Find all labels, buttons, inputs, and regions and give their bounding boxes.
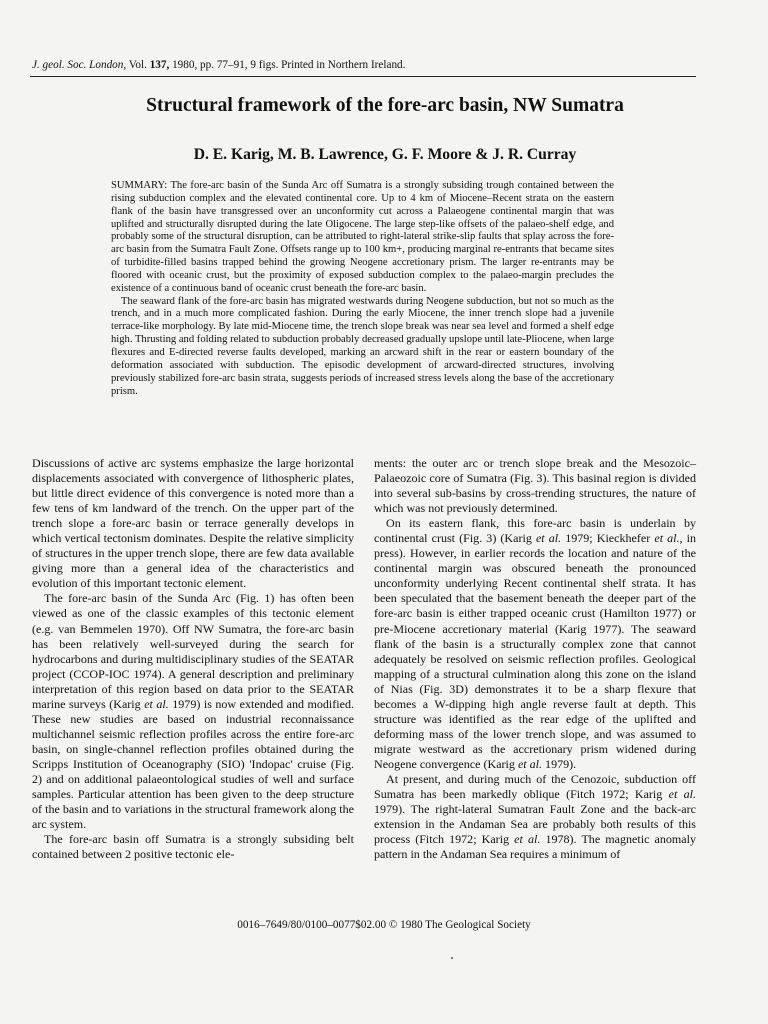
body-paragraph — [374, 772, 696, 862]
copyright-footer: 0016–7649/80/0100–0077$02.00 © 1980 The Geological Society — [237, 919, 531, 931]
abstract — [111, 180, 614, 398]
text-run: , in press). However, in earlier records the location and nature of the continental margin was obscured beneath the pronounced unconformity underlying Recent continental shelf strata. It has been speculated that the basement beneath the deeper part of the fore-arc basin is either trapped oceanic crust (Hamilton 1977) or pre-Miocene accretionary material (Karig 1977). The seaward flank of the basin is a structurally complex zone that cannot adequately be resolved on seismic reflection profiles. Geological mapping of a structural culmination along this zone on the island of Nias (Fig. 3D) demonstrates it to be a sharp flexure that becomes a W-dipping high angle reverse fault at depth. This structure was identified as the rear edge of the uplifted and deforming mass of the lower trench slope, and was assumed to migrate westward as the accretionary prism widened during Neogene convergence (Karig — [374, 531, 696, 771]
citation-etal: et al. — [535, 531, 562, 546]
text-run: The fore-arc basin of the Sunda Arc (Fig. 1) has often been viewed as one of the classic examples of this tectonic element (e.g. van Bemmelen 1970). Off NW Sumatra, the fore-arc basin has been relatively well-surveyed during the search for hydrocarbons and during multidisciplinary studies of the SEATAR project (CCOP-IOC 1974). A general description and preliminary interpretation of this region based on data prior to the SEATAR marine surveys (Karig — [32, 591, 354, 711]
body-column-left — [32, 456, 354, 862]
abstract-paragraph-2: The seaward flank of the fore-arc basin has migrated westwards during Neogene subduction, but not so much as the trench, and in a much more complicated fashion. During the early Miocene, the inner trench slope had a juvenile terrace-like morphology. By late mid-Miocene time, the trench slope break was near sea level and formed a shelf edge high. Thrusting and folding related to subduction probably decreased gradually upslope until late-Pliocene, when large flexures and E-directed reverse faults developed, marking an arcward shift in the rear or eastern boundary of the deformation associated with subduction. The episodic development of arcward-directed structures, involving previously stabilized fore-arc basin strata, suggests periods of increased stress levels along the base of the accretionary prism. — [111, 295, 614, 397]
text-run: 1979). The right-lateral Sumatran Fault Zone and the back-arc extension in the Andaman Sea are probably both results of this process (Fitch 1972; Karig — [374, 802, 696, 847]
citation-etal: et al. — [654, 531, 680, 546]
body-paragraph — [374, 516, 696, 772]
body-paragraph: Discussions of active arc systems emphasize the large horizontal displacements associated with convergence of lithospheric plates, but little direct evidence of this convergence is noted more than a few tens of km landward of the trench. On the upper part of the trench slope a fore-arc basin or terrace generally develops in which vertical tectonism dominates. Despite the relative simplicity of structures in the upper trench slope, there are few data available giving more than a general idea of the characteristics and evolution of this important tectonic element. — [32, 456, 354, 591]
volume-number: 137, — [149, 59, 170, 71]
body-column-right — [374, 456, 696, 862]
citation-etal: et al. — [144, 696, 169, 711]
text-run: 1979) is now extended and modified. These new studies are based on industrial reconnaissance multichannel seismic reflection profiles across the entire fore-arc basin, on single-channel reflection profiles obtained during the Scripps Institution of Oceanography (SIO) 'Indopac' cruise (Fig. 2) and on additional palaeontological studies of well and surface samples. Particular attention has been given to the deep structure of the basin and to variations in the structural framework along the arc system. — [32, 696, 355, 832]
text-run: On its eastern flank, this fore-arc basin is underlain by continental crust (Fig. 3) (Karig — [374, 516, 696, 546]
text-run: 1979). — [542, 756, 577, 771]
paper-title: Structural framework of the fore-arc basin, NW Sumatra — [146, 95, 624, 116]
citation-etal: et al. — [514, 832, 541, 847]
text-run: 1978). The magnetic anomaly pattern in the Andaman Sea requires a minimum of — [374, 832, 697, 862]
abstract-paragraph-1: SUMMARY: The fore-arc basin of the Sunda Arc off Sumatra is a strongly subsiding trough contained between the rising subduction complex and the elevated continental core. Up to 4 km of Miocene–Recent strata on the eastern flank of the basin have transgressed over an unconformity cut across a Palaeogene continental margin that was uplifted and structurally disrupted during the late Oligocene. The large step-like offsets of the palaeo-shelf edge, and probably some of the structural disruption, can be attributed to right-lateral strike-slip faults that splay across the fore-arc basin from the Sumatra Fault Zone. Offsets range up to 100 km+, producing marginal re-entrants that became sites of turbidite-filled basins trapped behind the growing Neogene accretionary prism. The larger re-entrants may be floored with oceanic crust, but the proximity of exposed subduction complex to the palaeo-margin precludes the existence of a continuous band of oceanic crust beneath the fore-arc basin. — [111, 180, 614, 294]
journal-header — [32, 58, 704, 72]
journal-name: J. geol. Soc. London, — [32, 59, 127, 71]
header-rule — [30, 76, 696, 77]
body-paragraph: ments: the outer arc or trench slope break and the Mesozoic–Palaeozoic core of Sumatra (Fig. 3). This basinal region is divided into several sub-basins by cross-trending structures, the nature of which was not previously determined. — [374, 456, 696, 516]
citation-etal: et al. — [517, 756, 543, 771]
text-run: 1979; Kieckhefer — [561, 531, 655, 546]
scan-speck — [451, 957, 453, 959]
publication-details: 1980, pp. 77–91, 9 figs. Printed in Northern Ireland. — [172, 59, 406, 71]
body-paragraph: The fore-arc basin off Sumatra is a strongly subsiding belt contained between 2 positive tectonic ele- — [32, 832, 354, 862]
text-run: At present, and during much of the Cenozoic, subduction off Sumatra has been markedly oblique (Fitch 1972; Karig — [374, 771, 696, 802]
body-paragraph — [32, 591, 354, 832]
citation-etal: et al. — [668, 787, 696, 802]
volume-prefix: Vol. — [128, 59, 147, 71]
paper-authors: D. E. Karig, M. B. Lawrence, G. F. Moore & J. R. Curray — [193, 146, 577, 163]
